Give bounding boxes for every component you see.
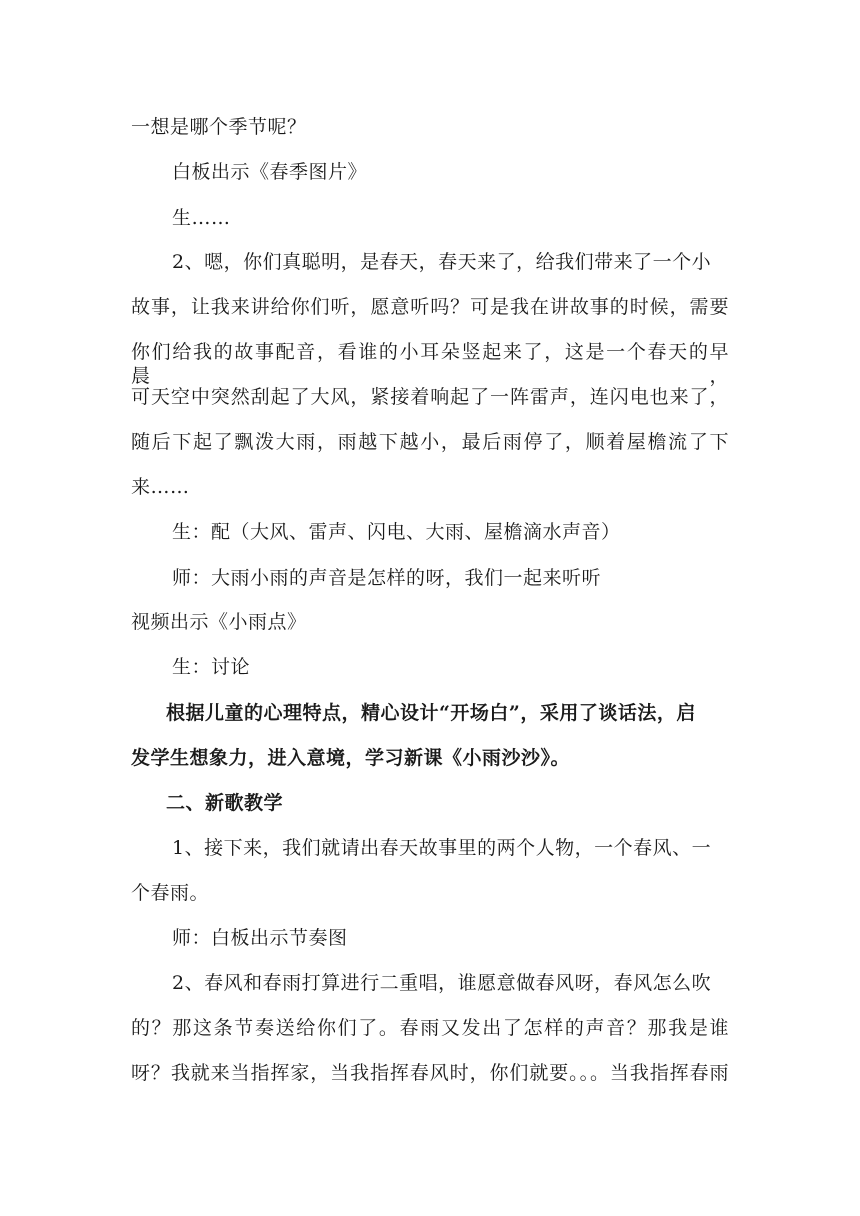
text-line: 视频出示《小雨点》 — [131, 611, 307, 633]
text-line: 1、接下来，我们就请出春天故事里的两个人物，一个春风、一 — [172, 837, 712, 859]
text-line: 2、嗯，你们真聪明，是春天，春天来了，给我们带来了一个小 — [172, 251, 712, 273]
text-line-bold: 发学生想象力，进入意境，学习新课《小雨沙沙》。 — [131, 747, 571, 769]
text-line: 个春雨。 — [131, 882, 210, 904]
text-line: 师：大雨小雨的声音是怎样的呀，我们一起来听听 — [172, 567, 602, 589]
text-line-bold: 根据儿童的心理特点，精心设计“开场白”，采用了谈话法，启 — [166, 702, 696, 724]
text-line: 呀？我就来当指挥家，当我指挥春风时，你们就要。。。当我指挥春雨 — [131, 1062, 729, 1084]
section-heading: 二、新歌教学 — [166, 792, 284, 814]
text-line: 生…… — [172, 207, 231, 229]
text-line: 生：讨论 — [172, 656, 251, 678]
text-line: 生：配（大风、雷声、闪电、大雨、屋檐滴水声音） — [172, 521, 621, 543]
text-line: 随后下起了飘泼大雨，雨越下越小，最后雨停了，顺着屋檐流了下 — [131, 431, 729, 453]
text-line: 一想是哪个季节呢？ — [131, 116, 307, 138]
text-line: 2、春风和春雨打算进行二重唱，谁愿意做春风呀，春风怎么吹 — [172, 972, 712, 994]
text-line: 可天空中突然刮起了大风，紧接着响起了一阵雷声，连闪电也来了， — [131, 386, 729, 408]
text-line: 师：白板出示节奏图 — [172, 927, 348, 949]
text-line: 白板出示《春季图片》 — [172, 161, 368, 183]
text-line: 你们给我的故事配音，看谁的小耳朵竖起来了，这是一个春天的早晨， — [131, 341, 729, 387]
text-line: 故事，让我来讲给你们听，愿意听吗？可是我在讲故事的时候，需要 — [131, 296, 729, 318]
text-line: 来…… — [131, 476, 190, 498]
text-line: 的？那这条节奏送给你们了。春雨又发出了怎样的声音？那我是谁 — [131, 1017, 729, 1039]
